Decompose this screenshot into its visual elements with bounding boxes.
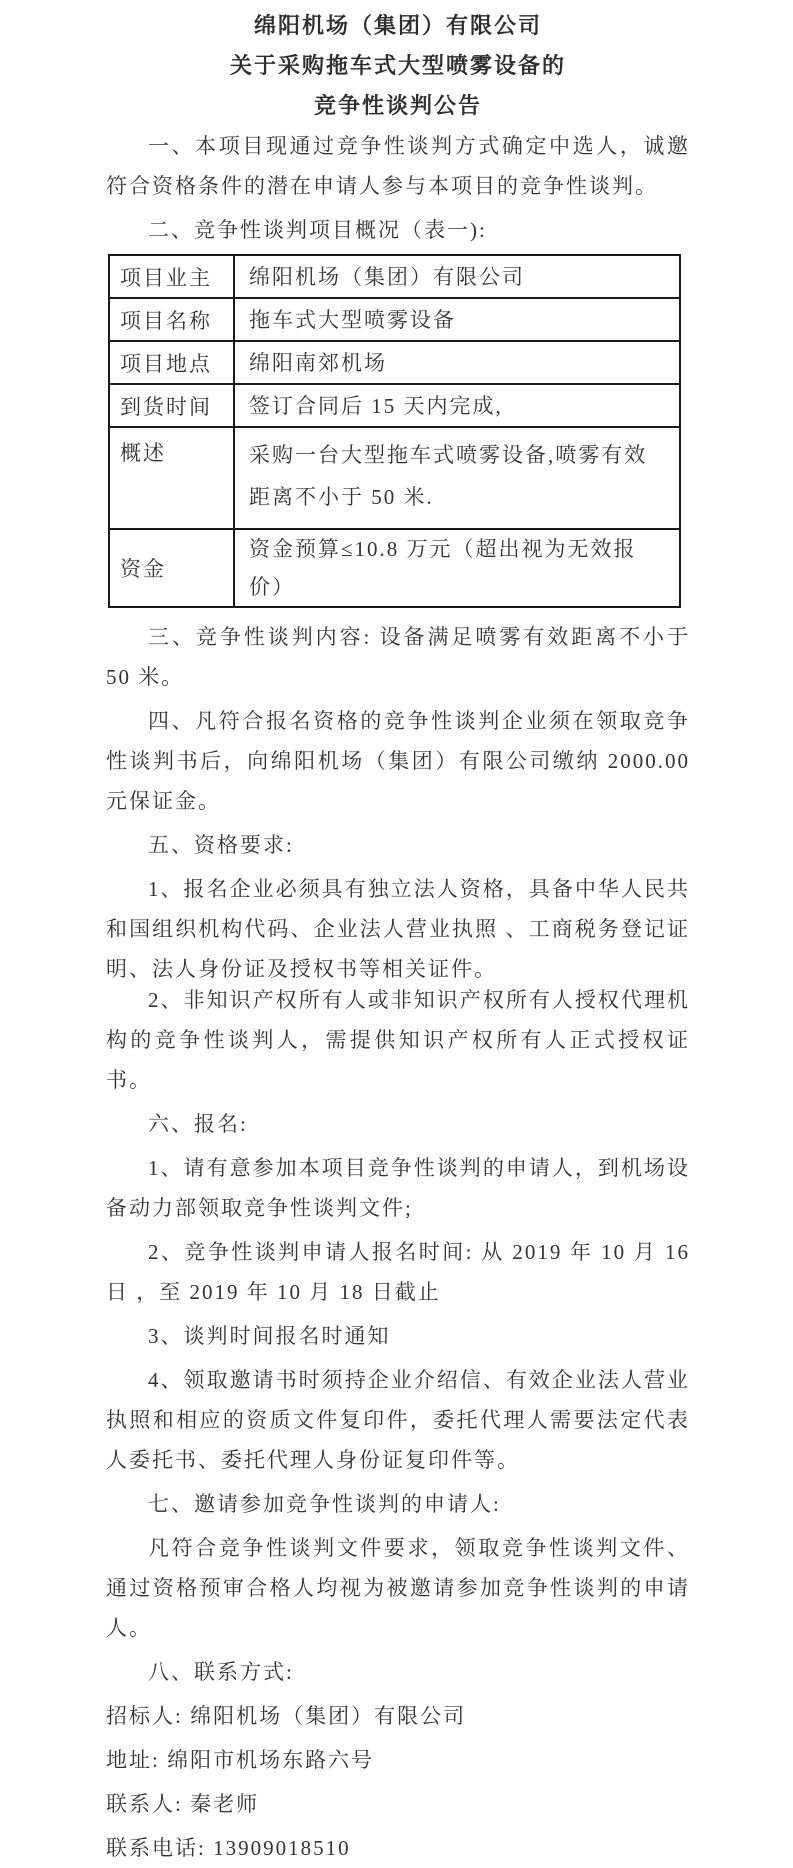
section-6-heading: 六、报名: — [148, 1112, 248, 1136]
section-8-heading: 八、联系方式: — [148, 1660, 294, 1684]
project-location-value: 绵阳南郊机场 — [234, 341, 680, 384]
section-2-heading: 二、竞争性谈判项目概况（表一): — [148, 218, 487, 242]
project-location-label: 项目地点 — [109, 341, 234, 384]
table-row-overview — [109, 427, 680, 529]
table-row-delivery-time — [109, 384, 680, 427]
contact-bidder-line: 招标人: 绵阳机场（集团）有限公司 — [106, 1704, 467, 1728]
table-row-project-owner — [109, 255, 680, 298]
table-row-project-location — [109, 341, 680, 384]
section-3-paragraph: 三、竞争性谈判内容: 设备满足喷雾有效距离不小于 50 米。 — [106, 625, 690, 689]
section-5-item-1: 1、报名企业必须具有独立法人资格，具备中华人民共和国组织机构代码、企业法人营业执照 、工商税务登记证明、法人身份证及授权书等相关证件。 — [106, 877, 690, 981]
section-6-item-2: 2、竞争性谈判申请人报名时间: 从 2019 年 10 月 16 日 ，至 2019 年 10 月 18 日截止 — [106, 1240, 690, 1304]
project-name-label: 项目名称 — [109, 298, 234, 341]
contact-phone-line: 联系电话: 13909018510 — [106, 1836, 351, 1860]
contact-address-line: 地址: 绵阳市机场东路六号 — [106, 1748, 375, 1772]
section-6-item-4: 4、领取邀请书时须持企业介绍信、有效企业法人营业执照和相应的资质文件复印件，委托代理人需要法定代表人委托书、委托代理人身份证复印件等。 — [106, 1368, 690, 1472]
overview-value: 采购一台大型拖车式喷雾设备,喷雾有效距离不小于 50 米. — [234, 427, 680, 529]
table-row-budget — [109, 529, 680, 607]
delivery-time-value: 签订合同后 15 天内完成, — [234, 384, 680, 427]
section-1-paragraph: 一、本项目现通过竞争性谈判方式确定中选人，诚邀符合资格条件的潜在申请人参与本项目的竞争性谈判。 — [106, 134, 690, 198]
budget-label: 资金 — [109, 529, 234, 607]
delivery-time-label: 到货时间 — [109, 384, 234, 427]
contact-person-line: 联系人: 秦老师 — [106, 1792, 260, 1816]
doc-title-line-3: 竞争性谈判公告 — [313, 93, 482, 118]
section-6-item-1: 1、请有意参加本项目竞争性谈判的申请人，到机场设备动力部领取竞争性谈判文件; — [106, 1156, 690, 1220]
budget-value: 资金预算≤10.8 万元（超出视为无效报价） — [234, 529, 680, 607]
section-4-paragraph: 四、凡符合报名资格的竞争性谈判企业须在领取竞争性谈判书后，向绵阳机场（集团）有限公司缴纳 2000.00 元保证金。 — [106, 709, 690, 813]
table-row-project-name — [109, 298, 680, 341]
project-overview-table — [108, 254, 681, 608]
overview-label: 概述 — [109, 427, 234, 529]
doc-title-line-2: 关于采购拖车式大型喷雾设备的 — [229, 53, 566, 78]
section-5-item-2: 2、非知识产权所有人或非知识产权所有人授权代理机构的竞争性谈判人，需提供知识产权所有人正式授权证书。 — [106, 988, 690, 1092]
project-name-value: 拖车式大型喷雾设备 — [234, 298, 680, 341]
section-7-paragraph: 凡符合竞争性谈判文件要求，领取竞争性谈判文件、通过资格预审合格人均视为被邀请参加竞争性谈判的申请人。 — [106, 1536, 690, 1640]
section-6-item-3: 3、谈判时间报名时通知 — [148, 1324, 391, 1348]
project-owner-label: 项目业主 — [109, 255, 234, 298]
doc-title-line-1: 绵阳机场（集团）有限公司 — [253, 13, 542, 38]
section-5-heading: 五、资格要求: — [148, 833, 294, 857]
section-7-heading: 七、邀请参加竞争性谈判的申请人: — [148, 1492, 501, 1516]
project-owner-value: 绵阳机场（集团）有限公司 — [234, 255, 680, 298]
